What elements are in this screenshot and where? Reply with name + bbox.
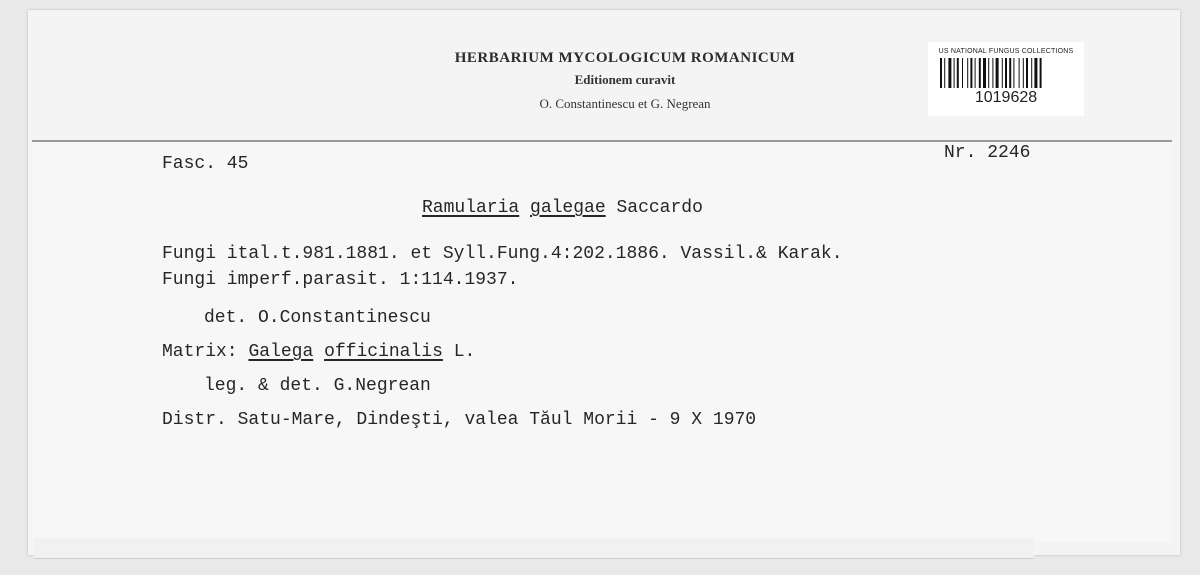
barcode-number: 1019628 <box>974 89 1038 106</box>
taxon-name <box>422 198 703 218</box>
bottom-paper-strip <box>34 538 1034 559</box>
exsiccata-number: Nr. 2246 <box>944 143 1031 163</box>
collector-line: leg. & det. G.Negrean <box>204 376 431 396</box>
determiner-line: det. O.Constantinescu <box>204 308 431 328</box>
herbarium-subtitle: Editionem curavit <box>574 72 676 87</box>
matrix-line <box>162 342 475 362</box>
matrix-prefix: Matrix: <box>162 342 238 362</box>
herbarium-editors: O. Constantinescu et G. Negrean <box>539 96 711 111</box>
herbarium-title: HERBARIUM MYCOLOGICUM ROMANICUM <box>454 50 796 66</box>
matrix-author: L. <box>453 342 476 362</box>
barcode-label <box>928 42 1084 116</box>
locality-line: Distr. Satu-Mare, Dindeşti, valea Tăul Morii - 9 X 1970 <box>162 410 757 430</box>
reference-line-1: Fungi ital.t.981.1881. et Syll.Fung.4:202.1886. Vassil.& Karak. <box>162 244 843 264</box>
label-header <box>300 50 950 112</box>
matrix-species: officinalis <box>324 342 443 362</box>
taxon-species: galegae <box>530 198 606 218</box>
barcode-caption: US NATIONAL FUNGUS COLLECTIONS <box>938 48 1074 55</box>
taxon-author: Saccardo <box>616 198 703 218</box>
fascicle-number: Fasc. 45 <box>162 154 249 174</box>
taxon-genus: Ramularia <box>422 198 520 218</box>
reference-line-2: Fungi imperf.parasit. 1:114.1937. <box>162 270 519 290</box>
barcode-icon <box>938 58 1074 88</box>
matrix-genus: Galega <box>248 342 314 362</box>
